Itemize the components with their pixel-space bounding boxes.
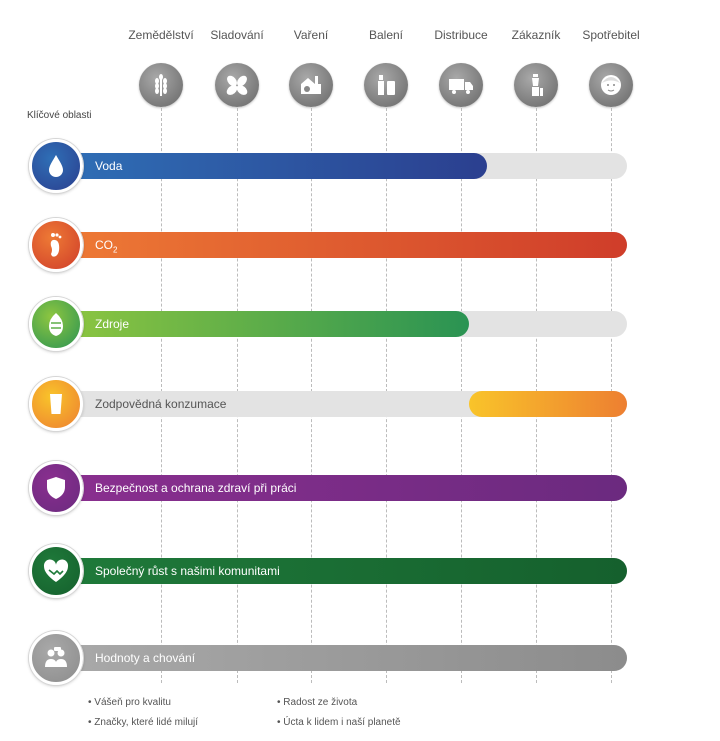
area-label-safety: Bezpečnost a ochrana zdraví při práci bbox=[95, 481, 297, 495]
bar-responsible-consumption bbox=[469, 391, 627, 417]
value-text: Úcta k lidem i naší planetě bbox=[283, 717, 401, 728]
area-label-resources: Zdroje bbox=[95, 317, 130, 331]
truck-icon bbox=[439, 63, 483, 107]
value-item: • Vášeň pro kvalitu bbox=[88, 697, 171, 708]
value-text: Značky, které lidé milují bbox=[94, 717, 199, 728]
bar-co2 bbox=[60, 232, 627, 258]
stage-label-distribution: Distribuce bbox=[434, 28, 488, 42]
area-label-community: Společný růst s našimi komunitami bbox=[95, 564, 280, 578]
wheat-icon bbox=[139, 63, 183, 107]
bartender-icon bbox=[514, 63, 558, 107]
people-icon bbox=[29, 631, 83, 685]
stage-label-brewing: Vaření bbox=[293, 28, 329, 42]
area-label-co2 bbox=[95, 237, 117, 258]
consumer-face-icon bbox=[589, 63, 633, 107]
co2-subscript: 2 bbox=[113, 245, 118, 255]
area-label-water: Voda bbox=[95, 159, 123, 173]
value-item: • Značky, které lidé milují bbox=[88, 717, 199, 728]
stage-label-consumer: Spotřebitel bbox=[582, 28, 640, 42]
hop-icon bbox=[29, 297, 83, 351]
stage-label-malting: Sladování bbox=[210, 28, 264, 42]
value-item: • Úcta k lidem i naší planetě bbox=[277, 717, 401, 728]
area-label-values: Hodnoty a chování bbox=[95, 651, 196, 665]
value-text: Vášeň pro kvalitu bbox=[94, 697, 171, 708]
stage-label-agriculture: Zemědělství bbox=[128, 28, 194, 42]
handshake-heart-icon bbox=[29, 544, 83, 598]
beer-glass-icon bbox=[29, 377, 83, 431]
stage-label-customer: Zákazník bbox=[511, 28, 561, 42]
brewery-icon bbox=[289, 63, 333, 107]
footprint-icon bbox=[29, 218, 83, 272]
co2-text: CO bbox=[95, 238, 113, 252]
shield-icon bbox=[29, 461, 83, 515]
stage-label-packaging: Balení bbox=[368, 28, 404, 42]
area-label-responsible-consumption: Zodpovědná konzumace bbox=[95, 397, 227, 411]
bar-water bbox=[60, 153, 487, 179]
water-drop-icon bbox=[29, 139, 83, 193]
key-areas-label: Klíčové oblasti bbox=[27, 110, 92, 121]
value-item: • Radost ze života bbox=[277, 697, 358, 708]
value-text: Radost ze života bbox=[283, 697, 358, 708]
malt-leaf-icon bbox=[215, 63, 259, 107]
bottle-can-icon bbox=[364, 63, 408, 107]
